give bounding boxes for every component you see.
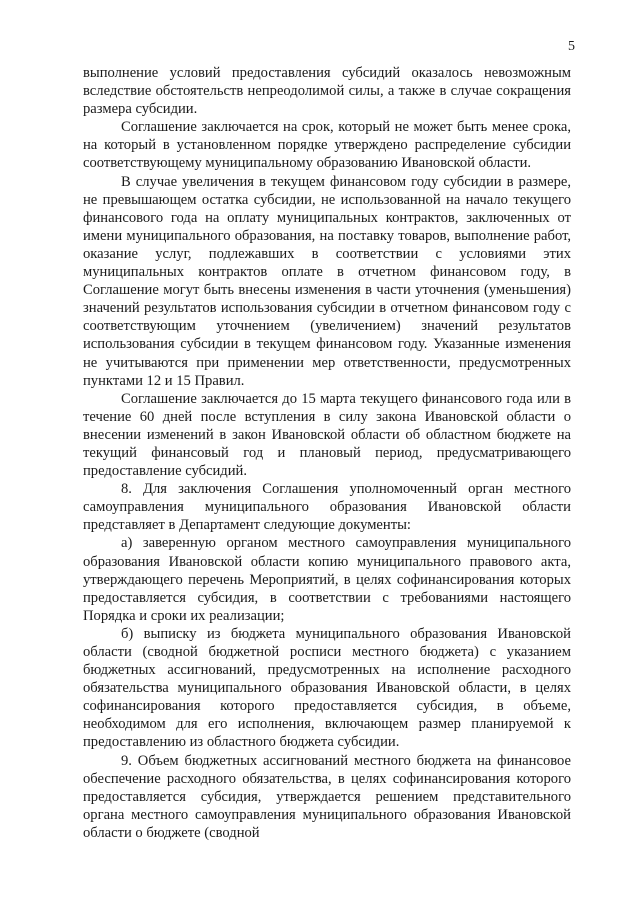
- paragraph-item-8a: а) заверенную органом местного самоуправления муниципального образования Ивановской области копию муниципального правового акта, утверждающего перечень Мероприятий, в целях софинансирования которых предоставляется субсидия, в соответствии с требованиями настоящего Порядка и сроки их реализации;: [83, 535, 571, 624]
- paragraph-continuation: выполнение условий предоставления субсидий оказалось невозможным вследствие обстоятельств непреодолимой силы, а также в случае сокращения размера субсидии.: [83, 65, 571, 118]
- document-body: [83, 64, 571, 842]
- paragraph-subsidy-increase: В случае увеличения в текущем финансовом году субсидии в размере, не превышающем остатка субсидии, не использованной на начало текущего финансового года на оплату муниципальных контрактов, заключенных от имени муниципального образования, на поставку товаров, выполнение работ, оказание услуг, подлежавших в соответствии с условиями этих муниципальных контрактов оплате в отчетном финансовом году, в Соглашение могут быть внесены изменения в части уточнения (уменьшения) значений результатов использования субсидии в отчетном финансовом году с соответствующим уточнением (увеличением) значений результатов использования субсидии в текущем финансовом году. Указанные изменения не учитываются при применении мер ответственности, предусмотренных пунктами 12 и 15 Правил.: [83, 173, 571, 389]
- paragraph-item-8: 8. Для заключения Соглашения уполномоченный орган местного самоуправления муниципального образования Ивановской области представляет в Департамент следующие документы:: [83, 481, 571, 534]
- paragraph-item-8b: б) выписку из бюджета муниципального образования Ивановской области (сводной бюджетной росписи местного бюджета) с указанием бюджетных ассигнований, предусмотренных на исполнение расходного обязательства муниципального образования Ивановской области, в целях софинансирования которого предоставляется субсидия, в объеме, необходимом для его исполнения, включающем размер планируемой к предоставлению из областного бюджета субсидии.: [83, 625, 571, 751]
- paragraph-item-9: 9. Объем бюджетных ассигнований местного бюджета на финансовое обеспечение расходного обязательства, в целях софинансирования которого предоставляется субсидия, утверждается решением представительного органа местного самоуправления муниципального образования Ивановской области о бюджете (сводной: [83, 752, 571, 841]
- page-number: 5: [568, 39, 575, 54]
- paragraph-agreement-deadline: Соглашение заключается до 15 марта текущего финансового года или в течение 60 дней после вступления в силу закона Ивановской области о внесении изменений в закон Ивановской области об областном бюджете на текущий финансовый год и плановый период, предусматривающего предоставление субсидий.: [83, 390, 571, 480]
- paragraph-agreement-term: Соглашение заключается на срок, который не может быть менее срока, на который в установленном порядке утверждено распределение субсидии соответствующему муниципальному образованию Ивановской области.: [83, 119, 571, 172]
